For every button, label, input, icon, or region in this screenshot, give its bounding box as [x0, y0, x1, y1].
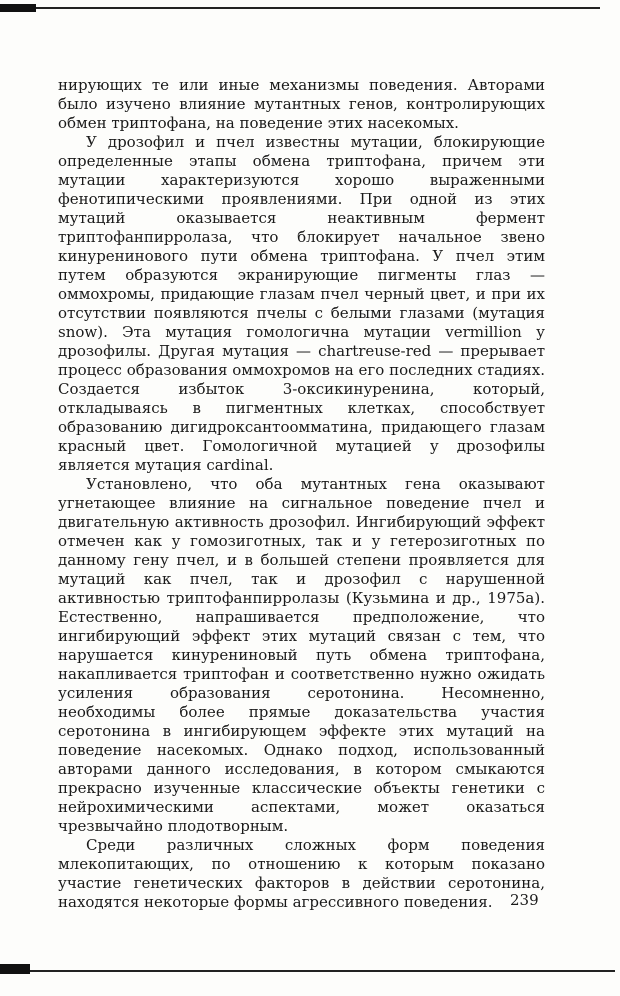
top-scan-edge [0, 7, 600, 9]
paragraph-continuation: нирующих те или иные механизмы поведения. Авторами было изучено влияние мутантных генов, контролирующих обмен триптофана, на поведение этих насекомых. [58, 76, 545, 132]
paragraph-findings: Установлено, что оба мутантных гена оказывают угнетающее влияние на сигнальное поведение пчел и двигательную активность дрозофил. Ингибирующий эффект отмечен как у гомозиготных, так и у гетерозиготных по данному гену пчел, и в большей степени проявляется для мутаций как пчел, так и дрозофил с нарушенной активностью триптофанпирролазы (Кузьмина и др., 1975а). Естественно, напрашивается предположение, что ингибирующий эффект этих мутаций связан с тем, что нарушается кинурениновый путь обмена триптофана, накапливается триптофан и соответственно нужно ожидать усиления образования серотонина. Несомненно, необходимы более прямые доказательства участия серотонина в ингибирующем эффекте этих мутаций на поведение насекомых. Однако подход, использованный авторами данного исследования, в котором смыкаются прекрасно изученные классические объекты генетики с нейрохимическими аспектами, может оказаться чрезвычайно плодотворным. [58, 475, 545, 835]
body-text [58, 76, 545, 912]
paragraph-mammals: Среди различных сложных форм поведения млекопитающих, по отношению к которым показано участие генетических факторов в действии серотонина, находятся некоторые формы агрессивного поведения. [58, 836, 545, 911]
paragraph-mutations: У дрозофил и пчел известны мутации, блокирующие определенные этапы обмена триптофана, причем эти мутации характеризуются хорошо выраженными фенотипическими проявлениями. При одной из этих мутаций оказывается неактивным фермент триптофанпирролаза, что блокирует начальное звено кинуренинового пути обмена триптофана. У пчел этим путем образуются экранирующие пигменты глаз — оммохромы, придающие глазам пчел черный цвет, и при их отсутствии появляются пчелы с белыми глазами (мутация snow). Эта мутация гомологична мутации vermillion у дрозофилы. Другая мутация — chartreuse-red — прерывает процесс образования оммохромов на его последних стадиях. Создается избыток 3-оксикинуренина, который, откладываясь в пигментных клетках, способствует образованию дигидроксантоомматина, придающего глазам красный цвет. Гомологичной мутацией у дрозофилы является мутация cardinal. [58, 133, 545, 474]
bottom-scan-edge [0, 970, 615, 972]
page-number: 239 [510, 891, 539, 909]
